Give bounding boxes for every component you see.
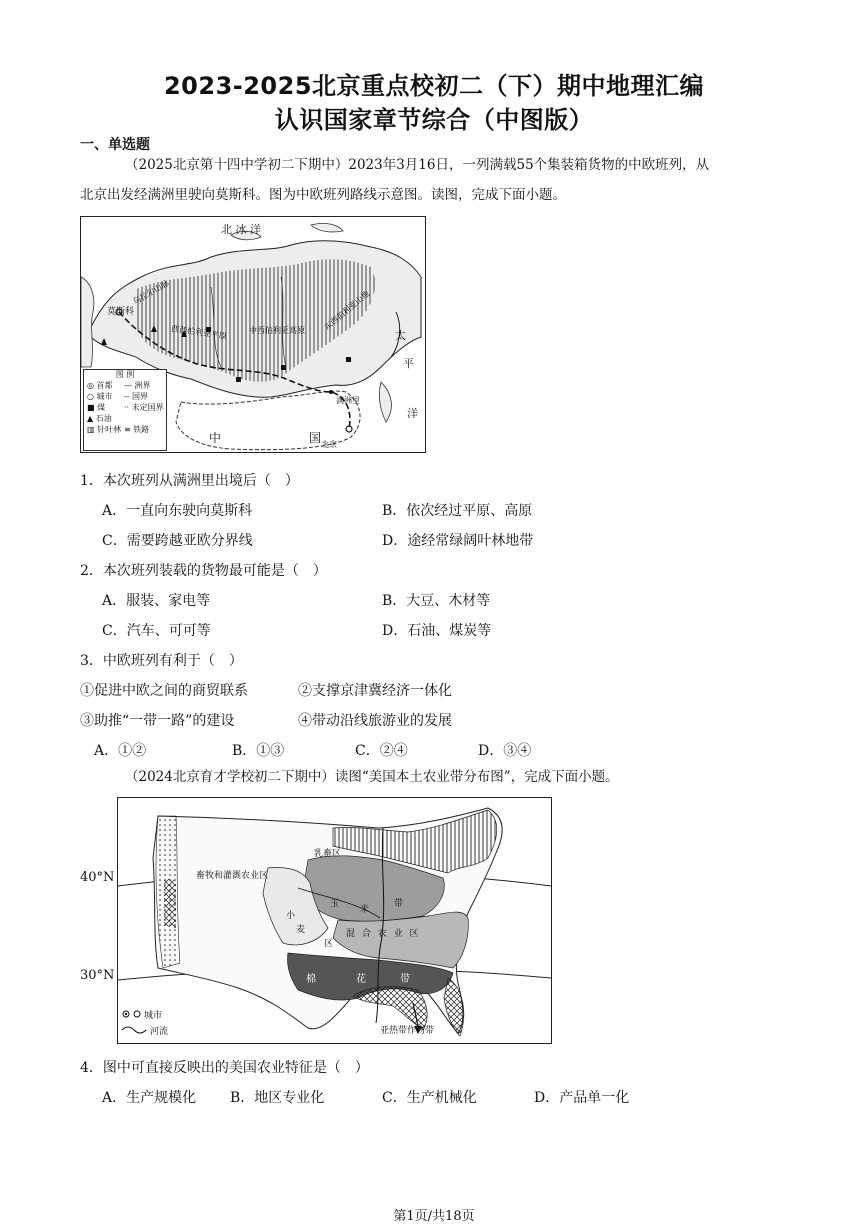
q4-option-b: B．地区专业化 bbox=[230, 1090, 325, 1106]
lat-30-label: 30°N bbox=[80, 968, 115, 983]
legend-forest: ▥ 针叶林 bbox=[87, 425, 122, 434]
q4-stem: 4．图中可直接反映出的美国农业特征是（ ） bbox=[80, 1060, 369, 1076]
q2-option-c: C．汽车、可可等 bbox=[102, 623, 211, 639]
label-moscow: 莫斯科 bbox=[107, 307, 135, 317]
page-footer: 第1页/共18页 bbox=[393, 1209, 475, 1224]
q2-option-b: B．大豆、木材等 bbox=[382, 593, 491, 609]
map1-legend bbox=[83, 369, 167, 451]
q1-option-b: B．依次经过平原、高原 bbox=[382, 503, 533, 519]
q2-option-a: A．服装、家电等 bbox=[102, 593, 211, 609]
q2-stem: 2．本次班列装载的货物最可能是（ ） bbox=[80, 563, 327, 579]
label-cotton-1: 棉 bbox=[306, 974, 316, 985]
label-subtropical: 亚热带作物带 bbox=[380, 1026, 435, 1036]
page-title-line1: 2023-2025北京重点校初二（下）期中地理汇编 bbox=[163, 72, 705, 100]
russia-railway-map bbox=[80, 216, 426, 453]
q4-option-d: D．产品单一化 bbox=[534, 1090, 630, 1106]
legend-railway: ≡ 铁路 bbox=[124, 425, 150, 434]
q4-option-c: C．生产机械化 bbox=[382, 1090, 477, 1106]
q3-option-a: A．①② bbox=[94, 743, 147, 759]
q3-stem: 3．中欧班列有利于（ ） bbox=[80, 653, 243, 669]
q1-option-c: C．需要跨越亚欧分界线 bbox=[102, 533, 253, 549]
legend-title: 图 例 bbox=[115, 370, 135, 379]
q3-option-c: C．②④ bbox=[355, 743, 408, 759]
label-corn-3: 带 bbox=[394, 899, 404, 909]
label-plain: 西西伯利亚平原 bbox=[170, 324, 228, 341]
us-agriculture-map bbox=[117, 797, 552, 1044]
q3-option-d: D．③④ bbox=[478, 743, 532, 759]
label-wheat-3: 区 bbox=[324, 939, 334, 949]
section-heading: 一、单选题 bbox=[80, 137, 150, 153]
label-china-2: 国 bbox=[309, 431, 322, 445]
us-map-graphic bbox=[118, 798, 551, 1043]
legend-oil: ▲ 石油 bbox=[87, 414, 112, 423]
page-title-line2: 认识国家章节综合（中图版） bbox=[274, 106, 594, 134]
legend-river-label: 河流 bbox=[150, 1027, 169, 1037]
label-ural: 乌拉尔山脉 bbox=[131, 278, 171, 307]
label-beijing: 北京 bbox=[321, 440, 337, 449]
lat-40-label: 40°N bbox=[80, 870, 115, 885]
label-arctic-ocean: 北 冰 洋 bbox=[221, 223, 261, 236]
q1-stem: 1．本次班列从满洲里出境后（ ） bbox=[80, 473, 299, 489]
label-pacific-1: 太 bbox=[395, 329, 406, 342]
q3-statement-4: ④带动沿线旅游业的发展 bbox=[298, 713, 452, 729]
label-dairy: 乳畜区 bbox=[314, 849, 342, 859]
label-corn-2: 米 bbox=[360, 905, 370, 915]
label-corn-1: 玉 bbox=[330, 899, 340, 909]
legend-continent-border: — 洲界 bbox=[124, 381, 151, 390]
q2-option-d: D．石油、煤炭等 bbox=[382, 623, 492, 639]
label-cotton-3: 带 bbox=[400, 974, 410, 985]
legend-coal: ■ 煤 bbox=[87, 403, 106, 412]
legend-city-label: 城市 bbox=[144, 1011, 163, 1021]
label-wheat-1: 小 bbox=[286, 911, 296, 921]
legend-city: ○ 城市 bbox=[87, 392, 113, 401]
intro1-line2: 北京出发经满洲里驶向莫斯科。图为中欧班列路线示意图。读图，完成下面小题。 bbox=[80, 187, 566, 203]
q3-statement-2: ②支撑京津冀经济一体化 bbox=[298, 683, 452, 699]
label-pacific-2: 平 bbox=[403, 357, 414, 370]
label-cotton-2: 花 bbox=[356, 974, 366, 985]
label-mountains: 东西伯利亚山地 bbox=[322, 289, 372, 332]
intro2: （2024北京育才学校初二下期中）读图“美国本土农业带分布图”，完成下面小题。 bbox=[125, 769, 619, 785]
q3-option-b: B．①③ bbox=[232, 743, 285, 759]
label-mixed: 混 合 农 业 区 bbox=[346, 929, 421, 939]
q1-option-d: D．途经常绿阔叶林地带 bbox=[382, 533, 534, 549]
label-china-1: 中 bbox=[209, 431, 222, 445]
label-plateau: 中西伯利亚高原 bbox=[249, 326, 305, 335]
intro1-line1: （2025北京第十四中学初二下期中）2023年3月16日，一列满载55个集装箱货物的中欧班列，从 bbox=[125, 157, 710, 173]
label-ranch: 畜牧和灌溉农业区 bbox=[196, 871, 269, 881]
q4-option-a: A．生产规模化 bbox=[102, 1090, 197, 1106]
q3-statement-1: ①促进中欧之间的商贸联系 bbox=[80, 683, 248, 699]
label-pacific-3: 洋 bbox=[407, 407, 418, 420]
q3-statement-3: ③助推“一带一路”的建设 bbox=[80, 713, 235, 729]
legend-national-border: -- 国界 bbox=[124, 392, 148, 401]
label-manzhouli: 满洲里 bbox=[336, 396, 360, 405]
legend-undefined-border: ·· 未定国界 bbox=[124, 403, 164, 412]
label-wheat-2: 麦 bbox=[296, 925, 306, 935]
q1-option-a: A．一直向东驶向莫斯科 bbox=[102, 503, 253, 519]
legend-capital: ◎ 首都 bbox=[87, 381, 113, 390]
